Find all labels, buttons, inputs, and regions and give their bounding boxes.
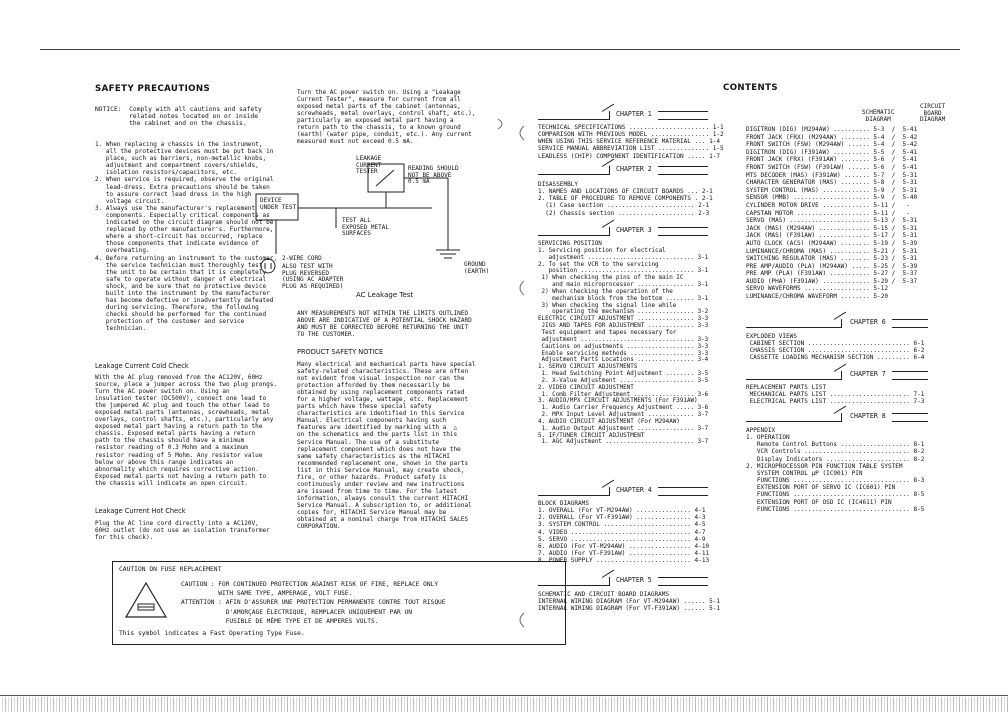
chapter-8-list: APPENDIX 1. OPERATION Remote Control Buttons ................... 8-1 VCR Controls ............................. 8-2 Display Indicators ....................... 8-2 2. MICROPROCESSOR PIN FUNCTION TABLE SYSTEM SYSTEM CONTROL μP (IC901) PIN FUNCTIONS ................................ 8-3 EXTENSION PORT OF SERVO IC (IC601) PIN FUNCTIONS ................................ 8-5 EXTENSION PORT OF OSD IC (IC4611) PIN FUNCTIONS ................................ 8-5 [746,427,925,513]
binding-mark [494,118,508,130]
contents-title: CONTENTS [723,83,778,93]
schematic-diagram-list: DIGITRON (DIG) (M294AW) .......... 5-3 / 5-41 FRONT JACK (FRX) (M294AW) ........ 5-4 / 5-42 FRONT SWITCH (FSW) (M294AW) ...... 5-4 / 5-42 DIGITRON (DIG) (F391AW) .......... 5-5 / 5-41 FRONT JACK (FRX) (F391AW) ........ 5-6 / 5-41 FRONT SWITCH (FSW) (F391AW) ...... 5-6 / 5-41 MTS DECODER (MAS) (F391AW) ....... 5-7 / 5-31 CHARACTER GENERATOR (MAS) ........ 5-8 / 5-31 SYSTEM CONTROL (MAS) ............. 5-9 / 5-31 SENSOR (MMB) ..................... 5-9 / 5-40 CYLINDER MOTOR DRIVE ............. 5-11 / - CAPSTAN MOTOR .................... 5-11 / - SERVO (MAS) ...................... 5-13 / 5-31 JACK (MAS) (M294AW) .............. 5-15 / 5-31 JACK (MAS) (F391AW) .............. 5-17 / 5-31 AUTO CLOCK (ACS) (M294AW) ........ 5-19 / 5-39 LUMINANCE/CHROMA (MAS) ........... 5-21 / 5-31 SWITCHING REGULATOR (MAS) ........ 5-23 / 5-31 PRE AMP/AUDIO (PLA) (M294AW) ..... 5-25 / 5-39 PRE AMP (PLA) (F391AW) ........... 5-27 / 5-37 AUDIO (PHA) (F391AW) ............. 5-29 / 5-37 SERVO WAVEFORMS .................. 5-12 LUMINANCE/CHROMA WAVEFORM ........ 5-20 [746,126,918,301]
chapter-1-banner [538,111,738,121]
limits-warning: ANY MEASUREMENTS NOT WITHIN THE LIMITS OUTLINED ABOVE ARE INDICATIVE OF A POTENTIAL SHOCK HAZARD AND MUST BE CORRECTED BEFORE RETURNING THE UNIT TO THE CUSTOMER. [297,310,472,339]
leakage-intro: Turn the AC power switch on. Using a "Leakage Current Tester", measure for current from all exposed metal parts of the cabinet (antennas, screwheads, metal overlays, control shaft, etc.), particularly an exposed metal part having a return path to the chassis, to a known ground (earth) (water pipe, conduit, etc.). Any current measured must not exceed 0.5 mA. [297,89,476,146]
cold-check-title: Leakage Current Cold Check [95,362,189,370]
chapter-3-banner [538,227,738,237]
product-safety-title: PRODUCT SAFETY NOTICE [297,348,384,356]
chapter-2-label: CHAPTER 2 [616,165,652,173]
chapter-2-list: DISASSEMBLY 1. NAMES AND LOCATIONS OF CIRCUIT BOARDS ... 2-1 2. TABLE OF PROCEDURE TO REMOVE COMPONENTS . 2-1 (1) Case section ........................ 2-1 (2) Chassis section ..................... 2-3 [538,181,713,217]
binding-mark [514,612,528,628]
chapter-4-list: BLOCK DIAGRAMS 1. OVERALL (For VT-M294AW) ............... 4-1 2. OVERALL (For VT-F391AW) ............... 4-3 3. SYSTEM CONTROL ........................ 4-5 4. VIDEO ................................. 4-7 5. SERVO ................................. 4-9 6. AUDIO (For VT-M294AW) ................. 4-10 7. AUDIO (For VT-F391AW) ................. 4-11 8. POWER SUPPLY .......................... 4-13 [538,500,710,565]
chapter-4-label: CHAPTER 4 [616,486,652,494]
plug-note: ALSO TEST WITH PLUG REVERSED (USING AC ADAPTER PLUG AS REQUIRED) [282,263,344,290]
ac-leakage-diagram [252,150,490,300]
chapter-5-banner [538,577,738,587]
schematic-col-head: SCHEMATIC DIAGRAM [862,109,895,123]
chapter-2-banner [538,166,738,176]
bottom-rule [0,695,1008,696]
safety-items: 1. When replacing a chassis in the instrument, all the protective devices must be put back in place, such as barriers, non-metallic knobs, adjustment and compartment covers/shields, isolation resistors/capacitors, etc. 2. When service is required, observe the original lead-dress. Extra precautions should be taken to assure correct lead dress in the high voltage circuit. 3. Always use the manufacturer's replacement components. Especially critical components as indicated on the circuit diagram should not be replaced by other manufacturer's. Furthermore, where a short-circuit has occurred, replace those components that indicate evidence of overheating. 4. Before returning an instrument to the customer, the service technician must thoroughly test the unit to be certain that it is completely safe to operate without danger of electrical shock, and be sure that no protective device built into the instrument by the manufacturer has become defective or inadvertently defeated during servicing. Therefore, the following checks should be performed for the continued protection of the customer and service technician. [95,141,278,333]
chapter-6-list: EXPLODED VIEWS CABINET SECTION ............................ 6-1 CHASSIS SECTION ............................ 6-2 CASSETTE LOADING MECHANISM SECTION ......... 6-4 [746,333,925,362]
chapter-8-banner [746,413,946,423]
chapter-6-label: CHAPTER 6 [850,318,886,326]
safety-notice: NOTICE: Comply with all cautions and safety related notes located on or inside the cabinet and on the chassis. [95,106,262,128]
caution-lines: CAUTION : FOR CONTINUED PROTECTION AGAINST RISK OF FIRE, REPLACE ONLY WITH SAME TYPE, AMPERAGE, VOLT FUSE. ATTENTION : AFIN D'ASSURER UNE PROTECTION PERMANENTE CONTRE TOUT RISQUE D'AMORÇAGE ÉLECTRIQUE, REMPLACER UNIQUEMENT PAR UN FUSIBLE DE MÊME TYPE ET DE AMPERES VOLTS. [181,581,446,625]
chapter-6-banner [746,319,946,329]
hot-check-title: Leakage Current Hot Check [95,507,186,515]
product-safety-body: Many electrical and mechanical parts have special safety-related characteristics. These are often not evident from visual inspection nor can the protection afforded by them necessarily be obtained by using replacement components rated for a higher voltage, wattage, etc. Replacement parts which have these special safety characteristics are identified in this Service Manual. Electrical components having such features are identified by marking with a △ on the schematics and the parts list in this Service Manual. The use of a substitute replacement component which does not have the same safety characteristics as the HITACHI recommended replacement one, shown in the parts list in this Service Manual, may create shock, fire, or other hazards. Product safety is continuously under review and new instructions are issued from time to time. For the latest information, always consult the current HITACHI Service Manual. A subscription to, or additional copies for, HITACHI Service Manual may be obtained at a nominal charge from HITACHI SALES CORPORATION. [297,361,476,531]
diagram-caption: AC Leakage Test [356,291,414,299]
chapter-7-banner [746,371,946,381]
reading-label: READING SHOULD NOT BE ABOVE 0.5 mA [408,165,459,186]
safety-title: SAFETY PRECAUTIONS [95,84,211,94]
scan-artifact-strip [0,697,1008,712]
chapter-3-label: CHAPTER 3 [616,226,652,234]
board-col-head: CIRCUIT BOARD DIAGRAM [920,103,946,124]
fuse-warning-icon [123,580,169,620]
device-label: DEVICE UNDER TEST [260,197,297,211]
fuse-caution-box [112,561,566,645]
caution-title: CAUTION ON FUSE REPLACEMENT [119,566,222,573]
ground-label: GROUND (EARTH) [464,261,490,275]
cord-label: 2-WIRE CORD [282,255,322,262]
hot-check-body: Plug the AC line cord directly into a AC120V, 60Hz outlet (do not use an isolation transformer for this check). [95,520,270,542]
test-all-label: TEST ALL EXPOSED METAL SURFACES [342,217,389,238]
binding-mark [514,125,528,141]
binding-mark [514,280,528,296]
chapter-7-label: CHAPTER 7 [850,370,886,378]
chapter-1-label: CHAPTER 1 [616,110,652,118]
chapter-5-label: CHAPTER 5 [616,576,652,584]
chapter-3-list: SERVICING POSITION 1. Servicing position for electrical adjustment .............................. 3-1 2. To set the VCR to the servicing position ................................ 3-1 1) When checking the pins of the main IC and main microprocessor ................ 3-1 2) When checking the operation of the mechanism block from the bottom ........ 3-1 3) When checking the signal line while operating the mechanism ................ 3-2 ELECTRIC CIRCUIT ADJUSTMENT ................ 3-3 JIGS AND TAPES FOR ADJUSTMENT ............. 3-3 Test equipment and tapes necessary for adjustment ................................ 3-3 Cautions on adjustments ................... 3-3 Enable servicing methods .................. 3-3 Adjustment Parts Locations ................ 3-4 1. SERVO CIRCUIT ADJUSTMENTS 1. Head Switching Point Adjustment ........ 3-5 2. X-Value Adjustment ..................... 3-5 2. VIDEO CIRCUIT ADJUSTMENT 1. Comb Filter Adjustment ................. 3-6 3. AUDIO/MPX CIRCUIT ADJUSTMENTS (For F391AW) 1. Audio Carrier Frequency Adjustment ..... 3-6 2. MPX Input Level Adjustment ............. 3-7 4. AUDIO CIRCUIT ADJUSTMENT (For M294AW) 1. Audio Output Adjustment ................ 3-7 5. IF/TUNER CIRCUIT ADJUSTMENT 1. AGC Adjustment ......................... 3-7 [538,241,709,446]
top-rule [40,49,960,50]
chapter-8-label: CHAPTER 8 [850,412,886,420]
chapter-4-banner [538,487,738,497]
chapter-5-list: SCHEMATIC AND CIRCUIT BOARD DIAGRAMS INTERNAL WIRING DIAGRAM (For VT-M294AW) ...... 5-1 INTERNAL WIRING DIAGRAM (For VT-F391AW) ...... 5-1 [538,591,721,613]
cold-check-body: With the AC plug removed from the AC120V, 60Hz source, place a jumper across the two plug prongs. Turn the AC power switch on. Using an insulation tester (DC500V), connect one lead to the jumpered AC plug and touch the other lead to exposed metal parts (antennas, screwheads, metal overlays, control shafts, etc.), particularly any exposed metal part having a return path to the chassis. Exposed metal parts having a return path to the chassis should have a minimum resistor reading of 0.3 Mohm and a maximum resistor reading of 5 Mohm. Any resistor value below or above this range indicates an abnormality which requires corrective action. Exposed metal parts not having a return path to the chassis will indicate an open circuit. [95,374,278,487]
chapter-7-list: REPLACEMENT PARTS LIST MECHANICAL PARTS LIST ...................... 7-1 ELECTRICAL PARTS LIST ...................... 7-3 [746,384,925,406]
fuse-symbol-note: This symbol indicates a Fast Operating Type Fuse. [119,630,305,637]
chapter-1-list: TECHNICAL SPECIFICATIONS ...................... 1-1 COMPARISON WITH PREVIOUS MODEL ................ 1-2 WHEN USING THIS SERVICE REFERENCE MATERIAL ... 1-4 SERVICE MANUAL ABBREVIATION LIST .............. 1-5 LEADLESS (CHIP) COMPONENT IDENTIFICATION ..... 1-7 [538,124,724,160]
tester-label: LEAKAGE CURRENT TESTER [356,155,382,176]
